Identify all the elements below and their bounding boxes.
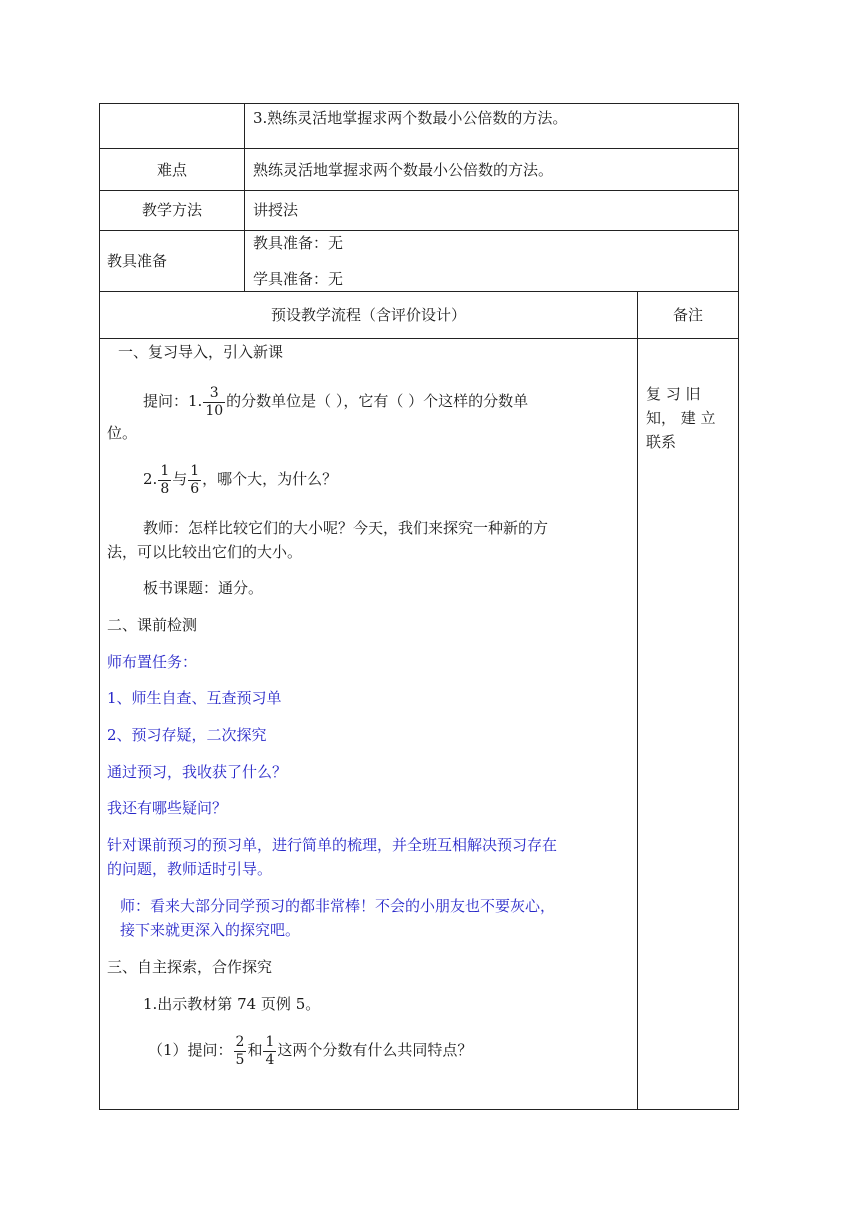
step-2-prefix: （1）提问： [148, 1041, 233, 1059]
task-line: 我还有哪些疑问？ [107, 799, 228, 817]
fraction [263, 1034, 276, 1069]
question-2-prefix: 2. [143, 470, 158, 488]
fraction [188, 463, 201, 498]
review-paragraph: 针对课前预习的预习单，进行简单的梳理，并全班互相解决预习存在 [107, 836, 558, 854]
fraction-numerator: 1 [160, 462, 170, 479]
fraction [203, 385, 225, 420]
row-divider [99, 338, 739, 339]
col-divider-notes [637, 291, 638, 1110]
method-text: 讲授法 [253, 201, 299, 219]
row-divider [99, 190, 739, 191]
teacher-line: 法，可以比较出它们的大小。 [107, 543, 303, 561]
board-title: 板书课题：通分。 [143, 579, 264, 597]
prep-label: 教具准备 [107, 252, 168, 270]
flow-header-title: 预设教学流程（含评价设计） [270, 306, 466, 324]
fraction [158, 463, 171, 498]
row-divider [99, 291, 739, 292]
section-2-title: 二、课前检测 [107, 616, 198, 634]
question-1 [143, 381, 528, 421]
task-line: 1、师生自查、互查预习单 [107, 689, 282, 707]
difficulty-label: 难点 [156, 161, 187, 179]
row-divider [99, 230, 739, 231]
step-2-suffix: 这两个分数有什么共同特点？ [277, 1041, 473, 1059]
question-1-wrap: 位。 [107, 424, 138, 442]
method-label: 教学方法 [141, 201, 202, 219]
teacher-encourage: 接下来就更深入的探究吧。 [120, 921, 301, 939]
question-1-suffix: 的分数单位是（ ），它有（ ）个这样的分数单 [226, 392, 529, 410]
fraction-numerator: 1 [265, 1033, 275, 1050]
teacher-line: 教师：怎样比较它们的大小呢？今天，我们来探究一种新的方 [143, 519, 549, 537]
difficulty-text: 熟练灵活地掌握求两个数最小公倍数的方法。 [253, 161, 554, 179]
fraction-denominator: 5 [235, 1051, 245, 1068]
teacher-encourage: 师：看来大部分同学预习的都非常棒！不会的小朋友也不要灰心， [120, 897, 556, 915]
row-divider [99, 148, 739, 149]
section-1-title: 一、复习导入，引入新课 [118, 343, 284, 361]
fraction [234, 1034, 247, 1069]
fraction-numerator: 1 [190, 462, 200, 479]
section-3-title: 三、自主探索，合作探究 [107, 958, 273, 976]
question-1-prefix: 提问：1. [143, 392, 203, 410]
note-line: 知， 建 立 [646, 409, 716, 427]
step-2-mid: 和 [247, 1041, 263, 1059]
fraction-denominator: 8 [160, 480, 170, 497]
note-line: 联系 [646, 433, 677, 451]
fraction-denominator: 4 [265, 1051, 275, 1068]
fraction-denominator: 6 [190, 480, 200, 497]
question-2-suffix: ，哪个大，为什么？ [202, 470, 338, 488]
task-line: 通过预习，我收获了什么？ [107, 763, 288, 781]
student-tools-text: 学具准备：无 [253, 270, 344, 288]
step-1: 1.出示教材第 74 页例 5。 [143, 995, 321, 1013]
question-2-mid: 与 [172, 470, 188, 488]
fraction-numerator: 2 [235, 1033, 245, 1050]
teacher-tools-text: 教具准备：无 [253, 234, 344, 252]
question-2 [143, 459, 337, 499]
task-line: 师布置任务： [107, 653, 198, 671]
step-2 [148, 1030, 472, 1070]
fraction-numerator: 3 [203, 385, 225, 403]
col-divider-top [244, 103, 245, 291]
objective-text: 3.熟练灵活地掌握求两个数最小公倍数的方法。 [253, 109, 568, 127]
fraction-denominator: 10 [205, 402, 224, 419]
review-paragraph: 的问题，教师适时引导。 [107, 860, 273, 878]
notes-header: 备注 [672, 306, 703, 324]
task-line: 2、预习存疑，二次探究 [107, 726, 267, 744]
note-line: 复 习 旧 [646, 385, 701, 403]
